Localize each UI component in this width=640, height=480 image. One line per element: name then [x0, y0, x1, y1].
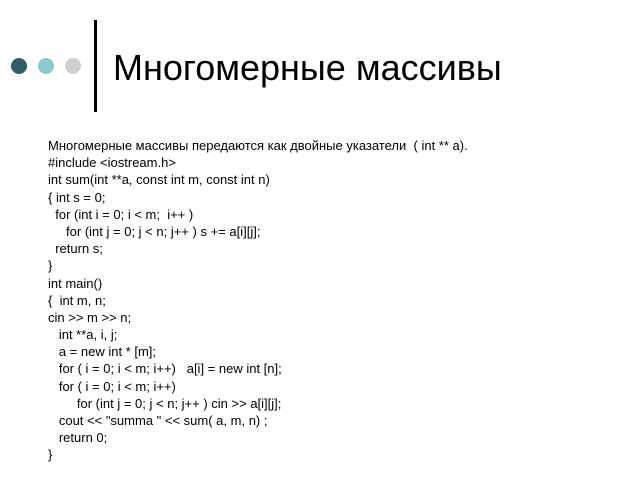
code-line: for (int j = 0; j < n; j++ ) cin >> a[i][j];	[48, 395, 282, 411]
code-line: #include <iostream.h>	[48, 155, 176, 171]
light-teal-dot	[38, 58, 54, 74]
code-line: for (int j = 0; j < n; j++ ) s += a[i][j];	[48, 223, 261, 239]
code-line: for ( i = 0; i < m; i++)	[48, 378, 176, 394]
code-line: a = new int * [m];	[48, 344, 157, 360]
code-line: { int s = 0;	[48, 189, 106, 205]
code-line: }	[48, 258, 53, 274]
code-line: return 0;	[48, 430, 108, 446]
code-line: for ( i = 0; i < m; i++) a[i] = new int [n];	[48, 361, 282, 377]
code-line: int sum(int **a, const int m, const int n)	[48, 172, 270, 188]
code-line: int main()	[48, 275, 103, 291]
gray-dot	[65, 58, 81, 74]
code-line: }	[48, 447, 53, 463]
code-line: cout << "summa " << sum( a, m, n) ;	[48, 413, 268, 428]
code-line: return s;	[48, 241, 103, 257]
slide-body-code	[48, 137, 468, 464]
dark-teal-dot	[11, 58, 27, 74]
slide-title: Многомерные массивы	[113, 47, 502, 88]
code-line: int **a, i, j;	[48, 327, 118, 343]
code-line: for (int i = 0; i < m; i++ )	[48, 206, 194, 222]
code-line: cin >> m >> n;	[48, 309, 132, 325]
body-line: Многомерные массивы передаются как двойные указатели ( int ** a).	[48, 138, 468, 153]
code-line: { int m, n;	[48, 292, 106, 308]
title-divider	[94, 20, 97, 112]
